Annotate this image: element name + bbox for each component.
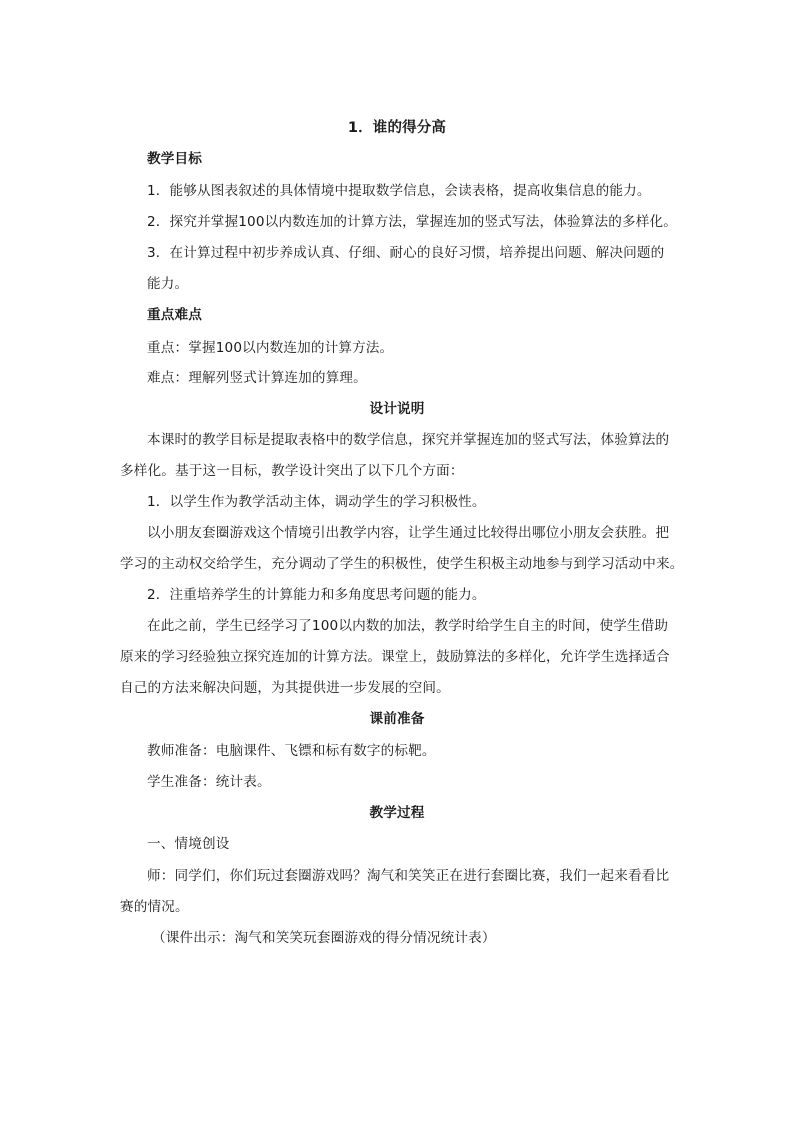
lesson-title: 1．谁的得分高 [347, 120, 447, 136]
design-intro-line-2: 多样化。基于这一目标，教学设计突出了以下几个方面： [120, 463, 464, 479]
design-point-2-text-line-2: 原来的学习经验独立探究连加的计算方法。课堂上，鼓励算法的多样化，允许学生选择适合 [120, 649, 670, 665]
design-point-2-text-line-3: 自己的方法来解决问题，为其提供进一步发展的空间。 [120, 680, 450, 696]
process-dialog-line-1: 师：同学们，你们玩过套圈游戏吗？淘气和笑笑正在进行套圈比赛，我们一起来看看比 [147, 868, 670, 884]
design-intro-line-1: 本课时的教学目标是提取表格中的数学信息，探究并掌握连加的竖式写法，体验算法的 [147, 432, 670, 448]
goal-item-1: 1．能够从图表叙述的具体情境中提取数学信息，会读表格，提高收集信息的能力。 [147, 183, 651, 199]
goal-item-2: 2．探究并掌握100以内数连加的计算方法，掌握连加的竖式写法，体验算法的多样化。 [147, 214, 677, 230]
goals-heading: 教学目标 [147, 151, 202, 167]
process-courseware-note: （课件出示：淘气和笑笑玩套圈游戏的得分情况统计表） [152, 930, 496, 946]
process-heading: 教学过程 [369, 805, 425, 821]
goal-item-3-line-2: 能力。 [147, 276, 189, 292]
design-point-1: 1．以学生作为教学活动主体，调动学生的学习积极性。 [147, 494, 486, 510]
process-section-1: 一、情境创设 [147, 836, 230, 852]
process-dialog-line-2: 赛的情况。 [120, 899, 189, 915]
key-focus: 重点：掌握100以内数连加的计算方法。 [147, 340, 394, 356]
key-heading: 重点难点 [147, 307, 202, 323]
design-point-1-text-line-1: 以小朋友套圈游戏这个情境引出教学内容，让学生通过比较得出哪位小朋友会获胜。把 [147, 525, 670, 541]
goal-item-3-line-1: 3．在计算过程中初步养成认真、仔细、耐心的良好习惯，培养提出问题、解决问题的 [147, 245, 665, 261]
prep-heading: 课前准备 [369, 711, 425, 727]
key-difficulty: 难点：理解列竖式计算连加的算理。 [147, 370, 367, 386]
design-point-1-text-line-2: 学习的主动权交给学生，充分调动了学生的积极性，使学生积极主动地参与到学习活动中来。 [120, 556, 684, 572]
prep-student: 学生准备：统计表。 [147, 774, 271, 790]
design-point-2-text-line-1: 在此之前，学生已经学习了100以内数的加法，教学时给学生自主的时间，使学生借助 [147, 618, 669, 634]
design-heading: 设计说明 [369, 401, 425, 417]
design-point-2: 2．注重培养学生的计算能力和多角度思考问题的能力。 [147, 587, 486, 603]
prep-teacher: 教师准备：电脑课件、飞镖和标有数字的标靶。 [147, 743, 436, 759]
